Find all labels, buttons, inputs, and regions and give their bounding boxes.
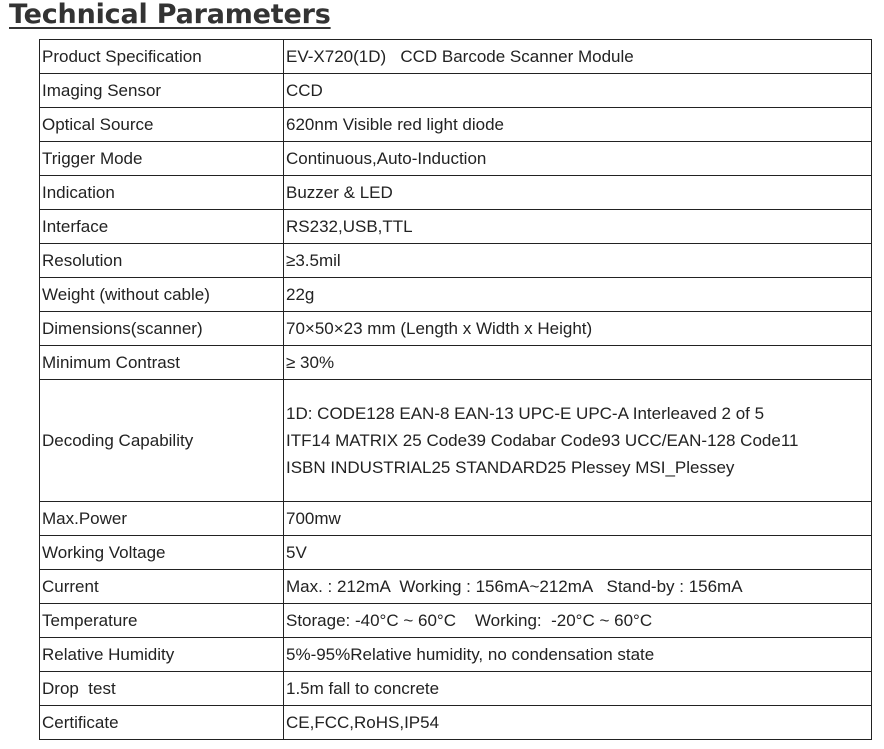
spec-value: 5%-95%Relative humidity, no condensation state (284, 638, 872, 672)
spec-value: CE,FCC,RoHS,IP54 (284, 706, 872, 740)
spec-row-current (40, 570, 872, 604)
spec-label: Working Voltage (40, 536, 284, 570)
spec-label: Certificate (40, 706, 284, 740)
spec-row-indication (40, 176, 872, 210)
spec-label: Decoding Capability (40, 380, 284, 502)
spec-value: Storage: -40°C ~ 60°C Working: -20°C ~ 60°C (284, 604, 872, 638)
spec-label: Current (40, 570, 284, 604)
spec-value: 22g (284, 278, 872, 312)
spec-row-interface (40, 210, 872, 244)
spec-value: EV-X720(1D) CCD Barcode Scanner Module (284, 40, 872, 74)
spec-row-optical-source (40, 108, 872, 142)
spec-label: Dimensions(scanner) (40, 312, 284, 346)
spec-label: Indication (40, 176, 284, 210)
spec-label: Interface (40, 210, 284, 244)
spec-row-temperature (40, 604, 872, 638)
spec-value: Continuous,Auto-Induction (284, 142, 872, 176)
decoding-line: ITF14 MATRIX 25 Code39 Codabar Code93 UCC/EAN-128 Code11 (286, 431, 799, 450)
spec-value: 700mw (284, 502, 872, 536)
spec-value: Max. : 212mA Working : 156mA~212mA Stand-by : 156mA (284, 570, 872, 604)
spec-label: Imaging Sensor (40, 74, 284, 108)
spec-label: Drop test (40, 672, 284, 706)
spec-row-trigger-mode (40, 142, 872, 176)
spec-label: Weight (without cable) (40, 278, 284, 312)
spec-table-body (40, 40, 872, 740)
spec-row-drop-test (40, 672, 872, 706)
spec-row-imaging-sensor (40, 74, 872, 108)
spec-label: Temperature (40, 604, 284, 638)
spec-value (284, 380, 872, 502)
spec-row-certificate (40, 706, 872, 740)
spec-row-weight (40, 278, 872, 312)
spec-value: 1.5m fall to concrete (284, 672, 872, 706)
decoding-line: 1D: CODE128 EAN-8 EAN-13 UPC-E UPC-A Interleaved 2 of 5 (286, 404, 765, 423)
spec-label: Minimum Contrast (40, 346, 284, 380)
spec-row-dimensions (40, 312, 872, 346)
spec-label: Resolution (40, 244, 284, 278)
spec-label: Product Specification (40, 40, 284, 74)
spec-value: ≥ 30% (284, 346, 872, 380)
spec-label: Optical Source (40, 108, 284, 142)
spec-row-product-specification (40, 40, 872, 74)
spec-row-working-voltage (40, 536, 872, 570)
spec-value: ≥3.5mil (284, 244, 872, 278)
spec-table (39, 39, 872, 740)
spec-row-resolution (40, 244, 872, 278)
spec-value: 70×50×23 mm (Length x Width x Height) (284, 312, 872, 346)
spec-value: RS232,USB,TTL (284, 210, 872, 244)
spec-value: CCD (284, 74, 872, 108)
spec-label: Max.Power (40, 502, 284, 536)
spec-row-relative-humidity (40, 638, 872, 672)
spec-value: 5V (284, 536, 872, 570)
decoding-line: ISBN INDUSTRIAL25 STANDARD25 Plessey MSI_Plessey (286, 458, 735, 477)
spec-value: Buzzer & LED (284, 176, 872, 210)
spec-value: 620nm Visible red light diode (284, 108, 872, 142)
spec-label: Trigger Mode (40, 142, 284, 176)
spec-row-max-power (40, 502, 872, 536)
page-title: Technical Parameters (9, 0, 331, 30)
spec-row-minimum-contrast (40, 346, 872, 380)
spec-row-decoding-capability (40, 380, 872, 502)
spec-label: Relative Humidity (40, 638, 284, 672)
